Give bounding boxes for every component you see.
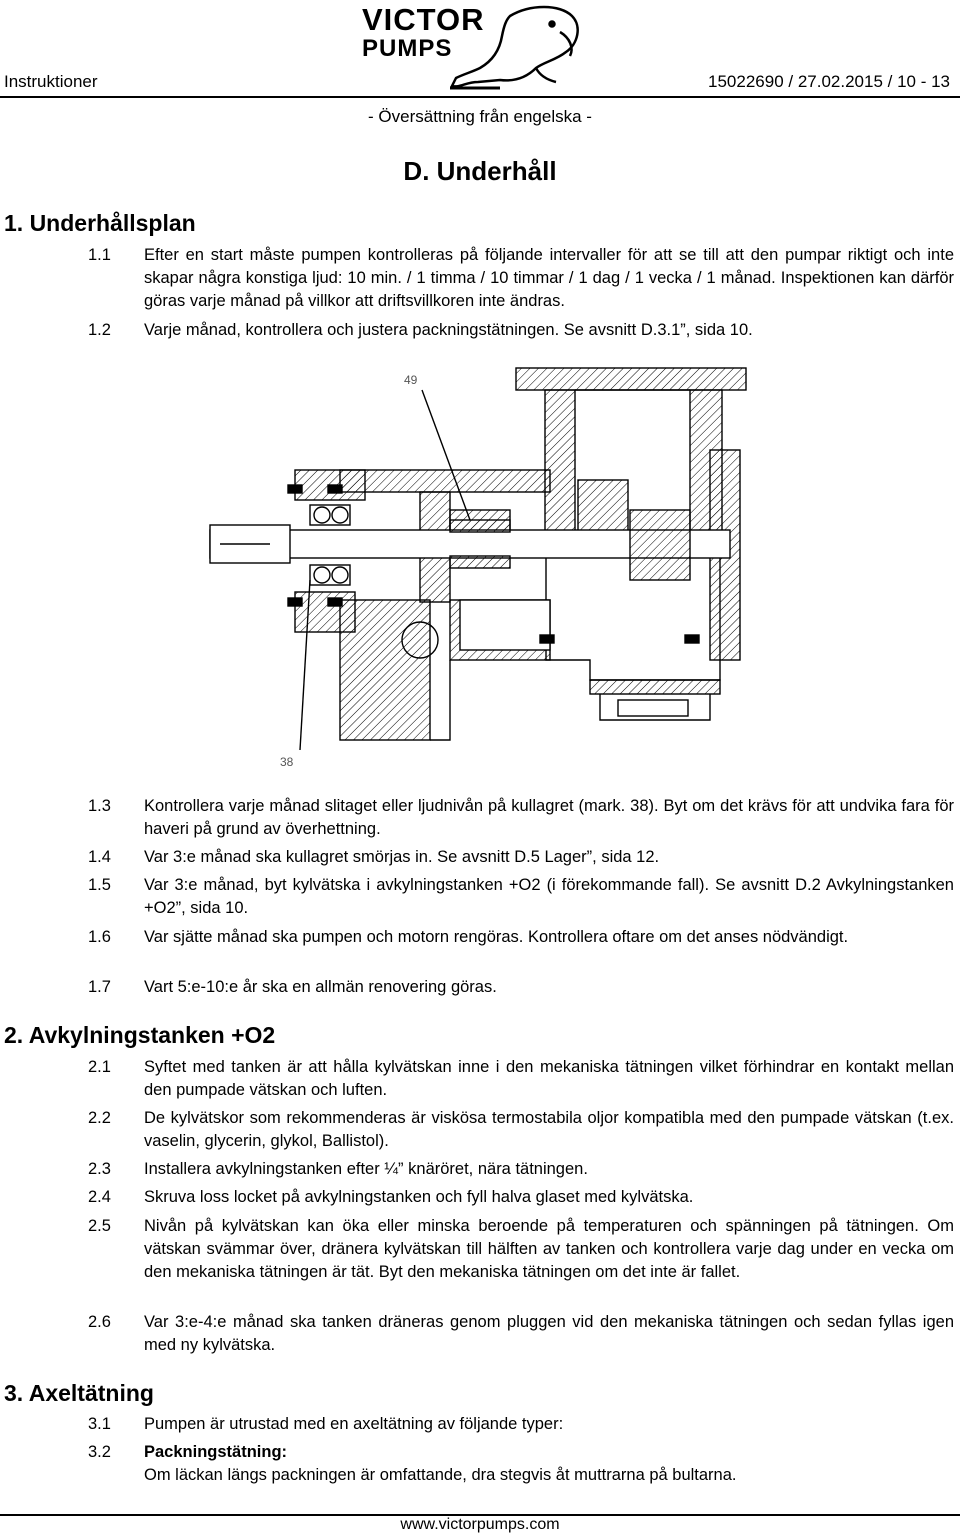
list-item-1-5: 1.5 Var 3:e månad, byt kylvätska i avkylningstanken +O2 (i förekommande fall). Se avsnitt D.2 Avkylningstanken +O2”, sida 10. <box>88 876 954 917</box>
list-item-2-1: 2.1 Syftet med tanken är att hålla kylvätskan inne i den mekaniska tätningen vilket förhindrar en kontakt mellan den pumpade vätskan och luften. <box>88 1058 954 1099</box>
list-item-3-2: 3.2 Packningstätning: Om läckan längs packningen är omfattande, dra stegvis åt muttrarna på bultarna. <box>88 1441 954 1487</box>
list-item-1-7: 1.7 Vart 5:e-10:e år ska en allmän renovering göras. <box>88 978 497 996</box>
list-item-3-2-text: Om läckan längs packningen är omfattande, dra stegvis åt muttrarna på bultarna. <box>144 1466 737 1484</box>
list-item-1-3: 1.3 Kontrollera varje månad slitaget eller ljudnivån på kullagret (mark. 38). Byt om det krävs för att undvika fara för haveri på grund av överhettning. <box>88 797 954 838</box>
list-item-2-3: 2.3 Installera avkylningstanken efter ¼” knäröret, nära tätningen. <box>88 1160 588 1178</box>
document-number-date: 15022690 / 27.02.2015 / 10 - 13 <box>708 72 950 91</box>
translation-note: - Översättning från engelska - <box>368 107 592 126</box>
section-heading-1: 1. Underhållsplan <box>4 210 196 236</box>
chapter-title: D. Underhåll <box>403 156 557 186</box>
logo-line-2: PUMPS <box>362 35 453 62</box>
logo-line-1: VICTOR <box>362 2 485 37</box>
list-item-1-6: 1.6 Var sjätte månad ska pumpen och motorn rengöras. Kontrollera oftare om det anses nödvändigt. <box>88 928 849 946</box>
list-item-3-1: 3.1 Pumpen är utrustad med en axeltätning av följande typer: <box>88 1415 564 1433</box>
footer-website-link[interactable]: www.victorpumps.com <box>0 1516 960 1534</box>
list-item-2-4: 2.4 Skruva loss locket på avkylningstanken och fyll halva glaset med kylvätska. <box>88 1188 694 1206</box>
list-item-2-6: 2.6 Var 3:e-4:e månad ska tanken dräneras genom pluggen vid den mekaniska tätningen och sedan fyllas igen med ny kylvätska. <box>88 1313 954 1354</box>
section-heading-2: 2. Avkylningstanken +O2 <box>4 1022 276 1048</box>
document-type: Instruktioner <box>4 72 98 91</box>
list-item-3-2-title: Packningstätning: <box>144 1443 288 1461</box>
section-heading-3: 3. Axeltätning <box>4 1380 154 1406</box>
victor-pumps-logo <box>360 2 600 90</box>
list-item-2-5: 2.5 Nivån på kylvätskan kan öka eller minska beroende på temperaturen och spänningen på tätningen. Om vätskan svämmar över, dränera kylvätskan till hälften av tanken och kontrollera varje dag under en vecka om den mekaniska tätningen är tät. Byt den mekaniska tätningen om det inte är fallet. <box>88 1217 954 1281</box>
pump-cross-section-drawing <box>190 360 780 780</box>
callout-49: 49 <box>404 373 418 387</box>
header-divider <box>0 96 960 98</box>
list-item-1-2: 1.2 Varje månad, kontrollera och justera packningstätningen. Se avsnitt D.3.1”, sida 10. <box>88 321 753 339</box>
callout-38: 38 <box>280 755 294 769</box>
list-item-2-2: 2.2 De kylvätskor som rekommenderas är viskösa termostabila oljor kompatibla med den pumpade vätskan (t.ex. vaselin, glycerin, glykol, Ballistol). <box>88 1109 954 1150</box>
list-item-1-1: 1.1 Efter en start måste pumpen kontrolleras på följande intervaller för att se till att den pumpar riktigt och inte skapar några konstiga ljud: 10 min. / 1 timma / 10 timmar / 1 dag / 1 vecka / 1 månad. Inspektionen kan därför göras varje månad på villkor att driftsvillkoren inte ändras. <box>88 246 954 310</box>
list-item-1-4: 1.4 Var 3:e månad ska kullagret smörjas in. Se avsnitt D.5 Lager”, sida 12. <box>88 848 660 866</box>
